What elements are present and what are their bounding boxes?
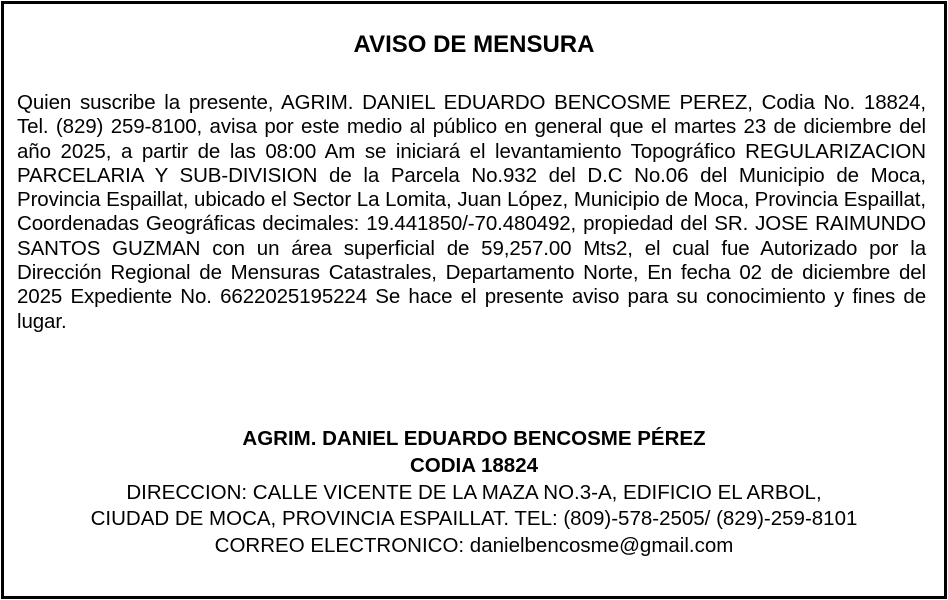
notice-box <box>1 1 947 599</box>
signature-address-line-2: CIUDAD DE MOCA, PROVINCIA ESPAILLAT. TEL: (809)-578-2505/ (829)-259-8101 <box>90 507 858 531</box>
signature-codia: CODIA 18824 <box>410 453 538 477</box>
signature-block <box>4 426 944 560</box>
signature-email: CORREO ELECTRONICO: danielbencosme@gmail.com <box>214 534 734 558</box>
notice-title: AVISO DE MENSURA <box>353 31 595 58</box>
signature-address-line-1: DIRECCION: CALLE VICENTE DE LA MAZA NO.3-A, EDIFICIO EL ARBOL, <box>126 480 822 504</box>
notice-body: Quien suscribe la presente, AGRIM. DANIEL EDUARDO BENCOSME PEREZ, Codia No. 18824, Tel. (829) 259-8100, avisa por este medio al público en general que el martes 23 de diciembre del año 2025, a partir de las 08:00 Am se iniciará el levantamiento Topográfico REGULARIZACION PARCELARIA Y SUB-DIVISION de la Parcela No.932 del D.C No.06 del Municipio de Moca, Provincia Espaillat, ubicado el Sector La Lomita, Juan López, Municipio de Moca, Provincia Espaillat, Coordenadas Geográficas decimales: 19.441850/-70.480492, propiedad del SR. JOSE RAIMUNDO SANTOS GUZMAN con un área superficial de 59,257.00 Mts2, el cual fue Autorizado por la Dirección Regional de Mensuras Catastrales, Departamento Norte, En fecha 02 de diciembre del 2025 Expediente No. 6622025195224 Se hace el presente aviso para su conocimiento y fines de lugar. <box>17 91 926 333</box>
signature-name: AGRIM. DANIEL EDUARDO BENCOSME PÉREZ <box>242 427 706 450</box>
